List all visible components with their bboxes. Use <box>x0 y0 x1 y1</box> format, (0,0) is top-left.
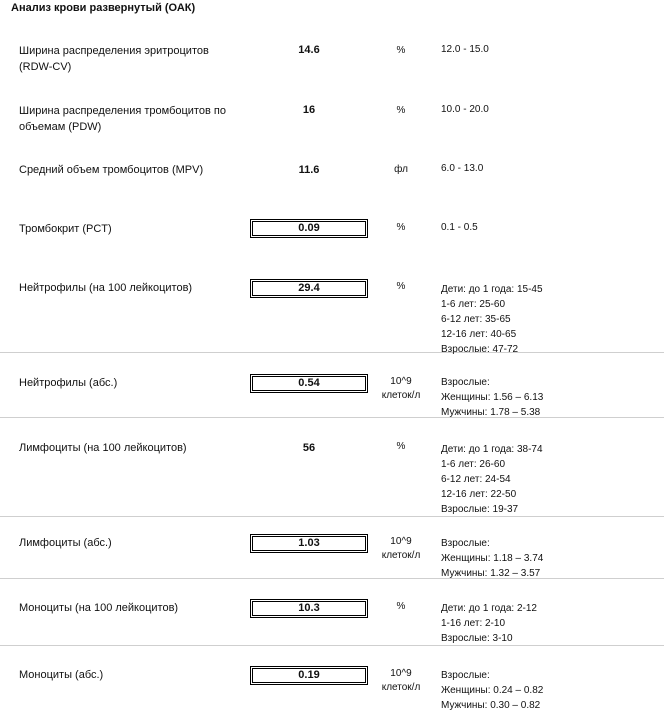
reference-range <box>441 601 661 646</box>
test-unit: фл <box>394 164 408 175</box>
result-row-monocytes-percent <box>0 598 664 646</box>
reference-line: 12-16 лет: 22-50 <box>441 489 517 500</box>
test-name: Моноциты (абс.) <box>19 669 104 681</box>
reference-range <box>441 42 661 57</box>
test-unit: % <box>396 441 406 452</box>
test-name: Лимфоциты (абс.) <box>19 537 112 549</box>
reference-line: Дети: до 1 года: 38-74 <box>441 444 543 455</box>
result-row-lymphocytes-percent <box>0 438 664 517</box>
result-row-neutrophils-percent <box>0 278 664 353</box>
test-unit: % <box>396 601 406 612</box>
reference-line: 0.1 - 0.5 <box>441 222 478 233</box>
reference-range <box>441 668 661 713</box>
test-name: Тромбокрит (PCT) <box>19 223 112 235</box>
result-row-lymphocytes-abs <box>0 533 664 579</box>
test-value-flagged: 0.19 <box>250 666 368 685</box>
test-unit: 10^9 клеток/л <box>381 536 421 561</box>
test-value: 56 <box>302 442 316 454</box>
test-unit: % <box>396 105 406 116</box>
reference-line: Взрослые: 3-10 <box>441 633 513 644</box>
reference-line: 1-6 лет: 25-60 <box>441 299 506 310</box>
reference-range <box>441 442 661 517</box>
test-value-flagged: 1.03 <box>250 534 368 553</box>
test-unit: 10^9 клеток/л <box>381 668 421 693</box>
reference-line: Взрослые: <box>441 377 490 388</box>
reference-range <box>441 536 661 581</box>
reference-line: 6.0 - 13.0 <box>441 163 484 174</box>
reference-line: Дети: до 1 года: 15-45 <box>441 284 543 295</box>
test-value-flagged: 0.54 <box>250 374 368 393</box>
test-value-flagged: 29.4 <box>250 279 368 298</box>
reference-line: Мужчины: 0.30 – 0.82 <box>441 700 541 711</box>
test-name: Лимфоциты (на 100 лейкоцитов) <box>19 442 187 454</box>
reference-line: 12-16 лет: 40-65 <box>441 329 517 340</box>
reference-line: Дети: до 1 года: 2-12 <box>441 603 537 614</box>
reference-line: Мужчины: 1.78 – 5.38 <box>441 407 541 418</box>
page-title: Анализ крови развернутый (ОАК) <box>11 2 196 14</box>
test-value-flagged: 0.09 <box>250 219 368 238</box>
reference-line: 6-12 лет: 24-54 <box>441 474 511 485</box>
test-name: Ширина распределения эритроцитов (RDW-CV) <box>19 45 209 73</box>
test-name: Ширина распределения тромбоцитов по объемам (PDW) <box>19 105 226 133</box>
test-value: 11.6 <box>298 164 320 176</box>
reference-line: Женщины: 1.18 – 3.74 <box>441 553 544 564</box>
reference-line: Мужчины: 1.32 – 3.57 <box>441 568 541 579</box>
test-name: Нейтрофилы (абс.) <box>19 377 118 389</box>
result-row-neutrophils-abs <box>0 373 664 418</box>
test-value: 14.6 <box>298 44 320 56</box>
reference-line: 12.0 - 15.0 <box>441 44 489 55</box>
reference-line: Взрослые: <box>441 538 490 549</box>
reference-line: Взрослые: 47-72 <box>441 344 519 355</box>
reference-line: 1-6 лет: 26-60 <box>441 459 506 470</box>
result-row-monocytes-abs <box>0 665 664 711</box>
reference-line: 10.0 - 20.0 <box>441 104 489 115</box>
reference-range <box>441 220 661 235</box>
reference-line: Взрослые: 19-37 <box>441 504 519 515</box>
test-name: Нейтрофилы (на 100 лейкоцитов) <box>19 282 193 294</box>
reference-range <box>441 161 661 176</box>
test-unit: % <box>396 45 406 56</box>
test-unit: 10^9 клеток/л <box>381 376 421 401</box>
test-unit: % <box>396 281 406 292</box>
reference-line: Женщины: 0.24 – 0.82 <box>441 685 544 696</box>
test-value-flagged: 10.3 <box>250 599 368 618</box>
test-unit: % <box>396 222 406 233</box>
test-value: 16 <box>302 104 316 116</box>
test-name: Моноциты (на 100 лейкоцитов) <box>19 602 179 614</box>
reference-line: 1-16 лет: 2-10 <box>441 618 506 629</box>
reference-line: 6-12 лет: 35-65 <box>441 314 511 325</box>
reference-range <box>441 282 661 357</box>
test-name: Средний объем тромбоцитов (MPV) <box>19 164 204 176</box>
reference-range <box>441 375 661 420</box>
reference-range <box>441 102 661 117</box>
reference-line: Женщины: 1.56 – 6.13 <box>441 392 544 403</box>
reference-line: Взрослые: <box>441 670 490 681</box>
